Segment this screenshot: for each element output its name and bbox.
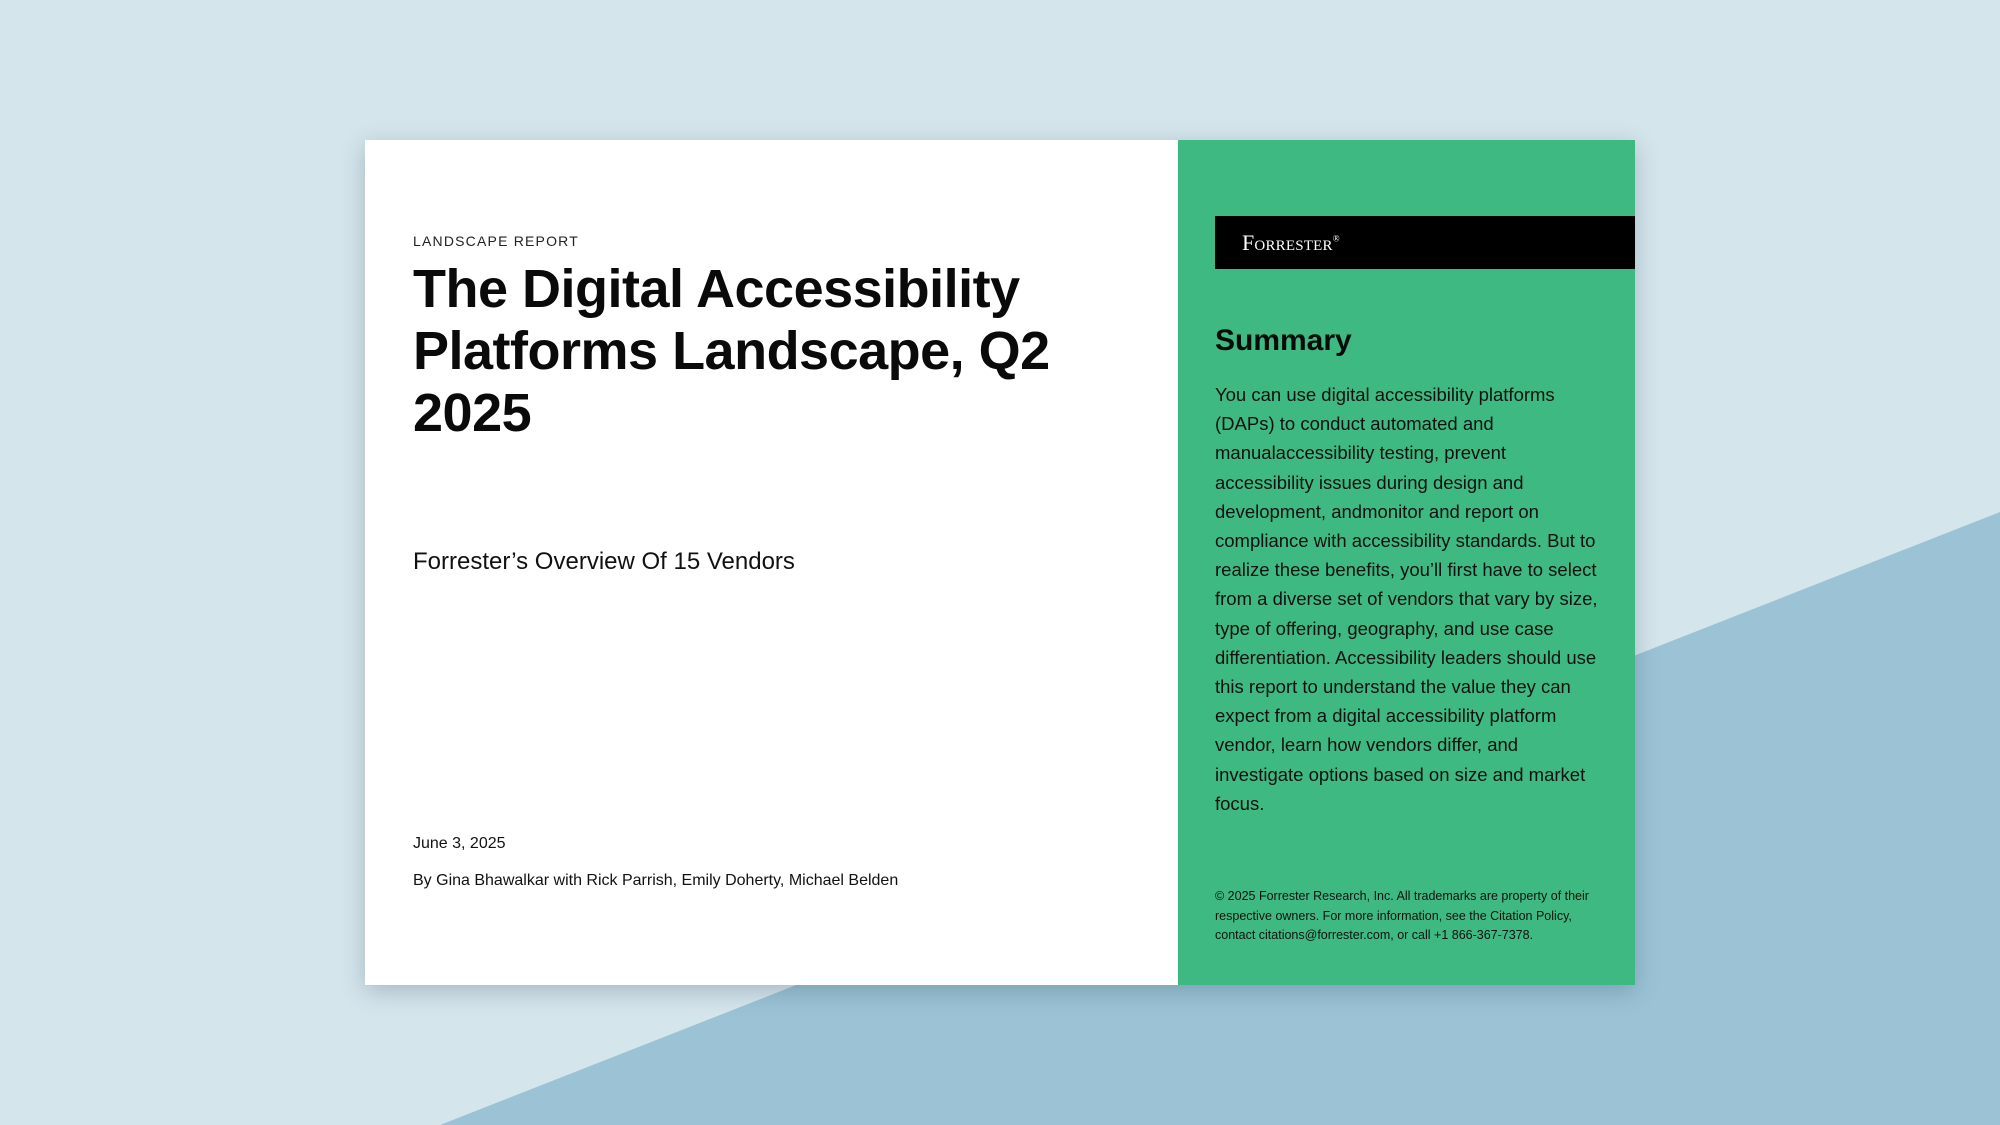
report-title: The Digital Accessibility Platforms Landscape, Q2 2025 <box>413 259 1050 443</box>
cover-title-panel <box>365 140 1178 985</box>
report-date: June 3, 2025 <box>413 835 506 852</box>
summary-panel <box>1178 140 1635 985</box>
forrester-logo <box>1242 230 1340 256</box>
report-type-label: LANDSCAPE REPORT <box>413 233 579 249</box>
forrester-logo-bar <box>1215 216 1635 269</box>
registered-mark: ® <box>1332 233 1340 244</box>
report-authors: By Gina Bhawalkar with Rick Parrish, Emily Doherty, Michael Belden <box>413 872 899 889</box>
copyright-notice: © 2025 Forrester Research, Inc. All trademarks are property of their respective owners. For more information, see the Citation Policy, contact citations@forrester.com, or call +1 866-367-7378. <box>1215 889 1589 942</box>
summary-heading: Summary <box>1215 324 1352 357</box>
report-subtitle: Forrester’s Overview Of 15 Vendors <box>413 548 795 575</box>
summary-body: You can use digital accessibility platforms (DAPs) to conduct automated and manualaccessibility testing, prevent accessibility issues during design and development, andmonitor and report on compliance with accessibility standards. But to realize these benefits, you’ll first have to select from a diverse set of vendors that vary by size, type of offering, geography, and use case differentiation. Accessibility leaders should use this report to understand the value they can expect from a digital accessibility platform vendor, learn how vendors differ, and investigate options based on size and market focus. <box>1215 384 1598 814</box>
report-cover <box>365 140 1635 985</box>
logo-wordmark: Forrester <box>1242 230 1333 255</box>
